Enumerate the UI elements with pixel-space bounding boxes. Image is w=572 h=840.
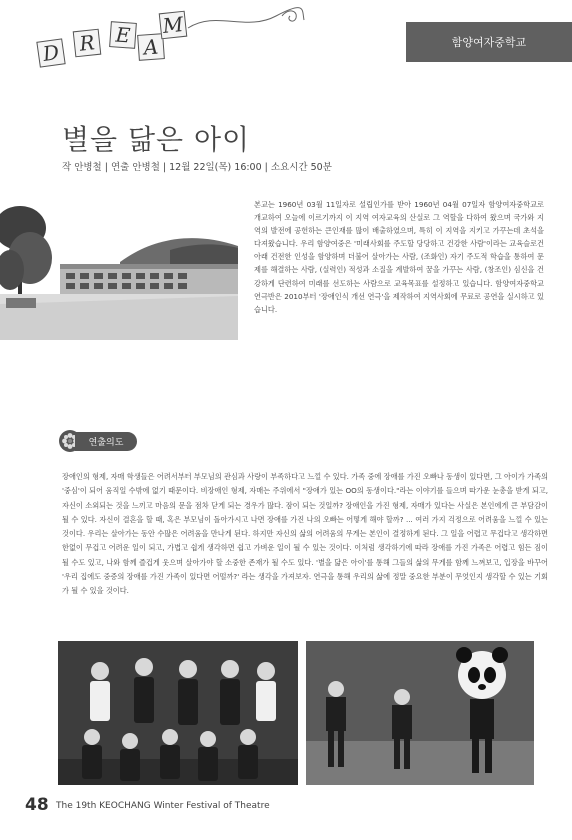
school-name-tab: 함양여자중학교 — [406, 22, 572, 62]
publication-title: The 19th KEOCHANG Winter Festival of Theatre — [56, 801, 270, 811]
dream-letter-a: A — [137, 33, 165, 61]
directing-intent-text: 장애인의 형제, 자매 학생들은 어려서부터 부모님의 관심과 사랑이 부족하다고 느낄 수 있다. 가족 중에 장애를 가진 오빠나 동생이 있다면, 그 아이가 가족의 '중심'이 되어 움직일 수밖에 없기 때문이다. 비장애인 형제, 자매는 주위에서 "장애가 있는 OO의 동생이다."라는 이야기를 들으며 따가운 눈총을 받게 되고, 자신이 소외되는 것을 느끼고 마음의 문을 점차 닫게 되는 경우가 많다. 잠이 되는 것일까? 장애인을 가진 형제, 자매가 있다는 사실은 본인에게 큰 부담감이 될 수 있다. 자신이 결혼을 할 때, 혹은 부모님이 돌아가시고 나면 장애를 가진 나의 오빠는 어떻게 해야 할까? ... 여러 가지 걱정으로 어려움을 느낄 수 있는 것이다. 우리는 살아가는 동안 수많은 어려움을 만나게 된다. 하지만 자신의 삶의 어려움의 무게는 본인이 결정하게 된다. 그 일을 어렵고 무겁다고 생각하면 한없이 무겁고 어려운 일이 되고, 가볍고 쉽게 생각하면 쉽고 가벼운 일이 될 수 있는 것이다. 이처럼 생각하기에 따라 장애를 가진 가족은 어렵고 힘든 짐이 될 수도 있고, 나와 함께 즐겁게 웃으며 살아가야 할 소중한 존재가 될 수도 있다. '별을 닮은 아이'를 통해 그들의 삶의 무게를 함께 느껴보고, 입장을 바꾸어 '우리 집에도 중증의 장애를 가진 가족이 있다면 어떨까?' 라는 생각을 가져보자. 연극을 통해 우리의 삶에 정말 중요한 부분이 무엇인지 생각할 수 있는 기회가 될 수 있을 것이다. — [62, 472, 548, 596]
play-title: 별을 닮은 아이 — [62, 123, 251, 156]
play-meta-info: 작 안병철 | 연출 안병철 | 12월 22일(목) 16:00 | 소요시간 50분 — [62, 162, 332, 173]
decorative-swirl — [186, 6, 306, 34]
dream-letter-d: D — [36, 38, 65, 67]
cast-group-photo — [58, 641, 298, 785]
dream-letter-e: E — [109, 21, 137, 49]
section-heading: 연출의도 — [75, 432, 137, 451]
panda-scene-photo — [306, 641, 534, 785]
dream-letter-r: R — [73, 29, 102, 58]
page-number: 48 — [25, 795, 49, 815]
dream-letter-m: M — [159, 11, 188, 40]
school-photo — [0, 200, 238, 340]
school-intro-text: 본교는 1960년 03월 11일자로 설립인가를 받아 1960년 04월 07일자 함양여자중학교로 개교하여 오늘에 이르기까지 이 지역 여자교육의 산실로 그 역할을 다하여 왔으며 국가와 지역의 발전에 공헌하는 큰인재를 많이 배출하였으며, 특히 이 지역을 지키고 가꾸는데 초석을 다져왔습니다. 우리 함양여중은 '미래사회를 주도할 당당하고 건강한 사람'이라는 교육슬로건 아래 건전한 인성을 함양하며 더불어 살아가는 사람, (조화인) 자기 주도적 학습을 통하여 문제를 해결하는 사람, (실력인) 적성과 소질을 계발하여 꿈을 가꾸는 사람, (창조인) 심신을 건강하게 단련하여 미래를 선도하는 사람으로 교육목표를 설정하고 있습니다. 함양여자중학교 연극반은 2010부터 '장애인식 개선 연극'을 제작하여 지역사회에 무료로 공연을 실시하고 있습니다. — [254, 200, 544, 314]
